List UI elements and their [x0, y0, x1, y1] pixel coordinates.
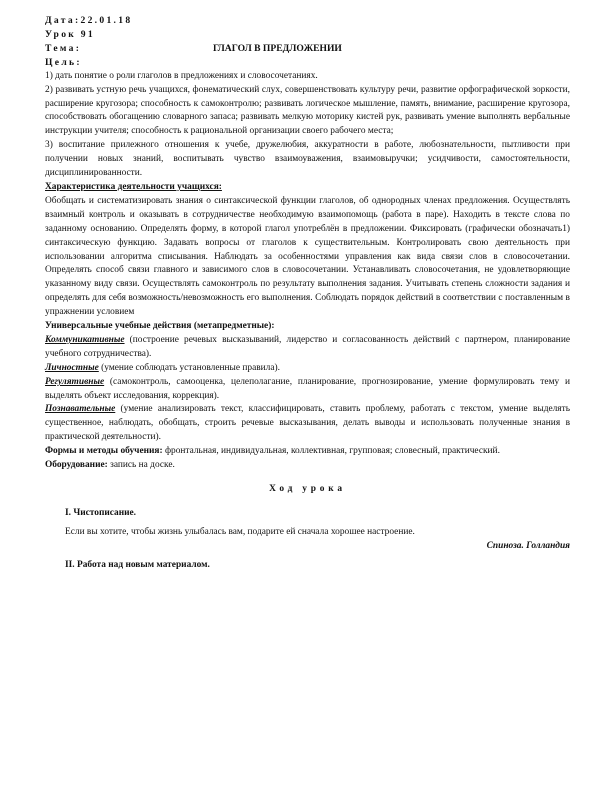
equipment-label: Оборудование: — [45, 460, 108, 471]
forms-text: фронтальная, индивидуальная, коллективная, групповая; словесный, практический. — [162, 446, 500, 457]
activity-text: Обобщать и систематизировать знания о синтаксической функции глаголов, об однородных членах предложения. Осуществлять взаимный контроль и оказывать в сотрудничестве необходимую взаимопомощь (работа в паре). Находить в тексте слова по заданному основанию. Определять форму, в которой глагол употреблён в предложении. Фиксировать (графически обозначать1) синтаксическую функцию. Задавать вопросы от глаголов к существительным. Контролировать свою деятельность при использовании алгоритма списывания. Наблюдать за особенностями управления как вида связи слов в словосочетании. Определять способ связи главного и зависимого слов в словосочетании. Устанавливать словосочетания, не удовлетворяющие указанному виду связи. Осуществлять самоконтроль по результату выполнения задания. Учитывать степень сложности задания и определять для себя возможность/невозможность его выполнения. Соблюдать порядок действий в соответствии с поставленным в упражнении условием — [45, 195, 570, 318]
uud-cognitive — [45, 403, 570, 445]
lesson-title: Ход урока — [269, 484, 346, 494]
topic-label: Тема: — [45, 42, 82, 54]
equipment-text: запись на доске. — [107, 460, 175, 471]
uud-text: (самоконтроль, самооценка, целеполагание, планирование, прогнозирование, умение формулировать тему и выделять объект исследования, коррекция). — [45, 376, 570, 401]
uud-text: (построение речевых высказываний, лидерство и согласованность действий с партнером, планирование учебного сотрудничества). — [45, 334, 570, 359]
uud-label: Познавательные — [45, 404, 116, 415]
goal-1: 1) дать понятие о роли глаголов в предложениях и словосочетаниях. — [45, 70, 318, 81]
uud-label: Коммуникативные — [45, 334, 125, 345]
section-calligraphy: I. Чистописание. — [65, 507, 137, 518]
forms-methods — [45, 445, 570, 459]
lesson-number: Урок 91 — [45, 28, 96, 40]
uud-label: Регулятивные — [45, 376, 105, 387]
uud-personal — [45, 362, 570, 376]
uud-heading: Универсальные учебные действия (метапредметные): — [45, 321, 275, 332]
topic-row — [45, 42, 570, 56]
uud-regulatory — [45, 376, 570, 404]
activity-heading: Характеристика деятельности учащихся: — [45, 181, 222, 192]
goal-2: 2) развивать устную речь учащихся, фонематический слух, совершенствовать культуру речи, развитие орфографической зоркости, расширение кругозора; способность к самоконтролю; развивать логическое мышление, память, внимание, расширение кругозора, способствовать обогащению словарного запаса; развивать мелкую моторику кистей рук, развивать умение выполнять вербальные инструкции учителя; способность к рациональной организации своего рабочего места; — [45, 84, 570, 137]
uud-text: (умение соблюдать установленные правила). — [98, 362, 280, 373]
goal-3: 3) воспитание прилежного отношения к учебе, дружелюбия, аккуратности в работе, любознательности, пытливости при получении новых знаний, воспитывать чувство взаимоуважения, взаимовыручки; усидчивости, самостоятельности, дисциплинированности. — [45, 140, 570, 179]
goals-label: Цель: — [45, 56, 82, 68]
topic-title: ГЛАГОЛ В ПРЕДЛОЖЕНИИ — [213, 42, 342, 54]
forms-label: Формы и методы обучения: — [45, 446, 163, 457]
equipment — [45, 459, 570, 473]
section-new-material: II. Работа над новым материалом. — [65, 559, 210, 570]
quote-author: Спиноза. Голландия — [486, 540, 570, 551]
document-page — [45, 14, 570, 573]
quote-text: Если вы хотите, чтобы жизнь улыбалась вам, подарите ей сначала хорошее настроение. — [65, 526, 415, 537]
date-line: Дата:22.01.18 — [45, 15, 133, 26]
uud-label: Личностные — [45, 362, 99, 373]
uud-communicative — [45, 334, 570, 362]
uud-text: (умение анализировать текст, классифицировать, ставить проблему, работать с текстом, умение выделять существенное, наблюдать, обобщать, строить речевые высказывания, делать выводы и использовать полученные знания в практической деятельности). — [45, 404, 570, 443]
